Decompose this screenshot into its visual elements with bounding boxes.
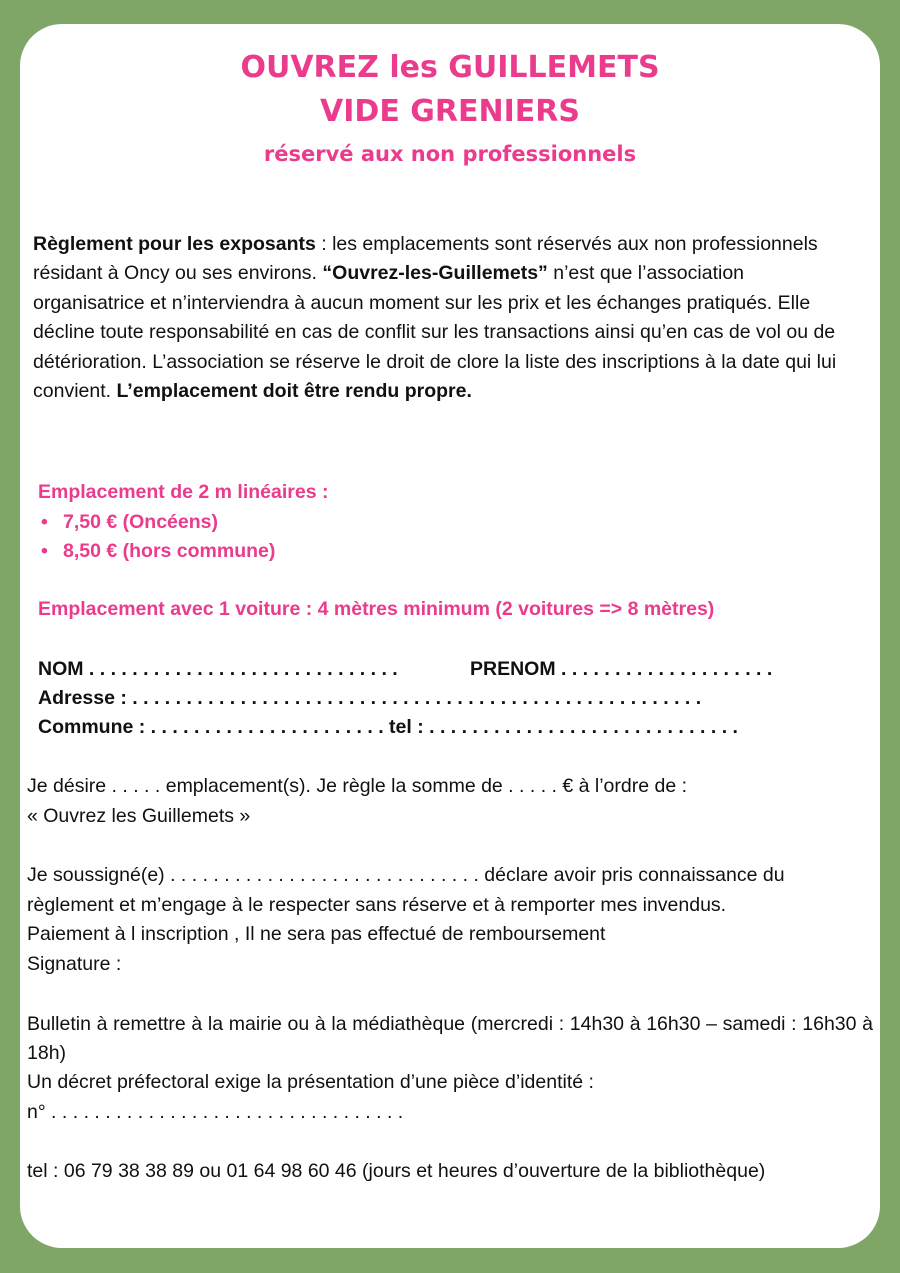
rules-paragraph — [33, 230, 853, 406]
nom-field[interactable]: NOM . . . . . . . . . . . . . . . . . . . . . . . . . . . . . — [38, 658, 398, 680]
contact-phone: tel : 06 79 38 38 89 ou 01 64 98 60 46 (jours et heures d’ouverture de la bibliothèque) — [27, 1160, 766, 1182]
declaration-line-1: Je soussigné(e) . . . . . . . . . . . . . . . . . . . . . . . . . . . . . déclare avoir pris connaissance du — [27, 864, 785, 886]
rules-text-2: n’est que l’association organisatrice et n’interviendra à aucun moment sur les prix et les échanges pratiqués. Elle décline toute responsabilité en cas de conflit sur les transactions ainsi qu’en cas de vol ou de détérioration. L’association se réserve le droit de clore la liste des inscriptions à la date qui lui convient. — [33, 262, 837, 403]
rules-closing: L’emplacement doit être rendu propre. — [116, 380, 472, 403]
price-item-onceens: • 7,50 € (Oncéens) — [38, 508, 275, 537]
commune-tel-field[interactable]: Commune : . . . . . . . . . . . . . . . . . . . . . . tel : . . . . . . . . . . . . . . . . . . . . . . . . . . . . . — [38, 716, 738, 738]
car-pricing: Emplacement avec 1 voiture : 4 mètres minimum (2 voitures => 8 mètres) — [38, 598, 715, 620]
id-number-field[interactable]: n° . . . . . . . . . . . . . . . . . . . . . . . . . . . . . . . . . — [27, 1101, 404, 1123]
price-list — [38, 508, 275, 567]
signature-label: Signature : — [27, 953, 122, 975]
declaration-line-2: règlement et m’engage à le respecter sans réserve et à remporter mes invendus. — [27, 894, 727, 916]
rules-lead: Règlement pour les exposants — [33, 233, 316, 255]
order-line: Je désire . . . . . emplacement(s). Je règle la somme de . . . . . € à l’ordre de : — [27, 775, 688, 797]
delivery-info: Bulletin à remettre à la mairie ou à la médiathèque (mercredi : 14h30 à 16h30 – samedi : 16h30 à 18h) — [27, 1013, 873, 1065]
association-name: “Ouvrez-les-Guillemets” — [322, 262, 548, 285]
title-line-2: VIDE GRENIERS — [320, 94, 580, 129]
rules-text-1: : les emplacements sont réservés aux non professionnels résidant à Oncy ou ses environs. — [33, 233, 818, 285]
title-line-1: OUVREZ les GUILLEMETS — [240, 50, 660, 85]
pricing-heading: Emplacement de 2 m linéaires : — [38, 481, 329, 503]
subtitle: réservé aux non professionnels — [263, 142, 637, 166]
order-payee: « Ouvrez les Guillemets » — [27, 805, 251, 827]
payment-note: Paiement à l inscription , Il ne sera pas effectué de remboursement — [27, 923, 606, 945]
adresse-field[interactable]: Adresse : . . . . . . . . . . . . . . . . . . . . . . . . . . . . . . . . . . . . . . . . . . . . . . . . . . . . . — [38, 687, 702, 709]
id-requirement: Un décret préfectoral exige la présentation d’une pièce d’identité : — [27, 1071, 594, 1093]
prenom-field[interactable]: PRENOM . . . . . . . . . . . . . . . . . . . . — [470, 658, 773, 680]
price-item-hors-commune: • 8,50 € (hors commune) — [38, 537, 275, 566]
